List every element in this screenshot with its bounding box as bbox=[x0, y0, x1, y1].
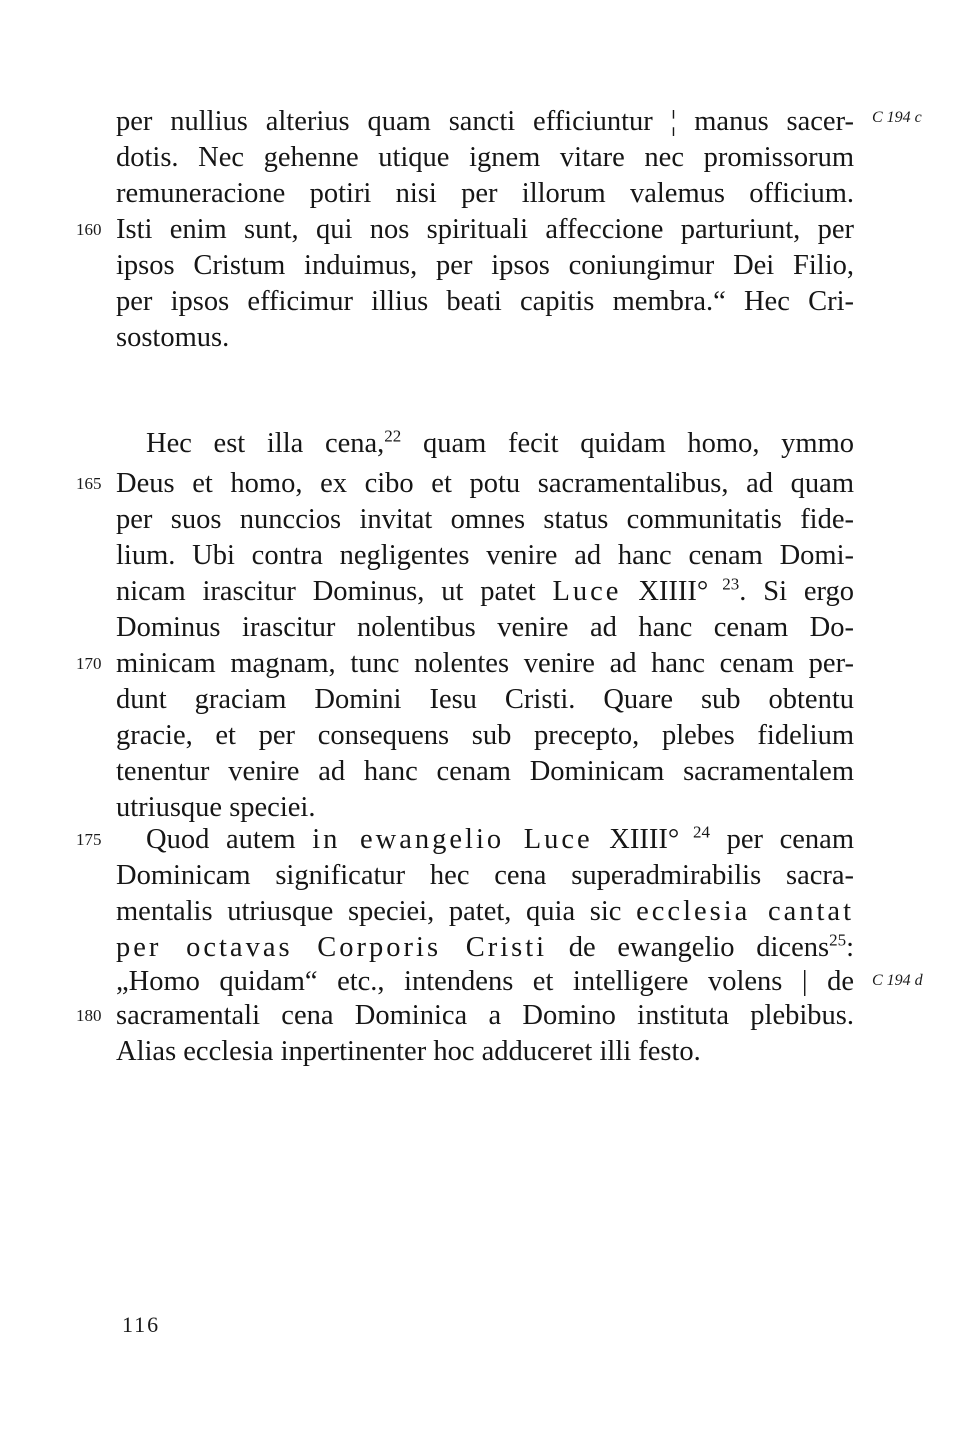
line-number: 180 bbox=[76, 1006, 102, 1025]
text-line bbox=[146, 426, 854, 462]
text-span: quam fecit quidam homo, ymmo bbox=[401, 428, 854, 459]
text-line: ipsos Cristum induimus, per ipsos coniungimur Dei Filio, bbox=[116, 250, 854, 281]
text-line: Alias ecclesia inpertinenter hoc adduceret illi festo. bbox=[116, 1036, 701, 1067]
margin-reference: C 194 d bbox=[872, 972, 923, 989]
footnote-marker: 22 bbox=[384, 426, 402, 446]
text-line bbox=[116, 574, 854, 610]
text-line: Dominus irascitur nolentibus venire ad hanc cenam Do- bbox=[116, 612, 854, 643]
text-line: gracie, et per consequens sub precepto, plebes fidelium bbox=[116, 720, 854, 751]
margin-reference: C 194 c bbox=[872, 109, 922, 126]
text-span: . Si ergo bbox=[739, 576, 854, 607]
text-span: XIIII° bbox=[592, 824, 680, 855]
text-span: mentalis utriusque speciei, patet, quia sic bbox=[116, 896, 637, 927]
line-number: 165 bbox=[76, 474, 102, 493]
footnote-marker: 23 bbox=[708, 574, 740, 594]
text-line: lium. Ubi contra negligentes venire ad hanc cenam Domi- bbox=[116, 540, 854, 571]
text-line: sostomus. bbox=[116, 322, 230, 353]
text-line bbox=[146, 822, 854, 858]
text-span: : bbox=[846, 932, 854, 963]
text-span: Hec est illa cena, bbox=[146, 428, 385, 459]
line-number: 170 bbox=[76, 654, 102, 673]
text-line: utriusque speciei. bbox=[116, 792, 316, 823]
text-line: per nullius alterius quam sancti efficiuntur ¦ manus sacer- bbox=[116, 106, 854, 137]
text-line: dotis. Nec gehenne utique ignem vitare nec promissorum bbox=[116, 142, 854, 173]
line-number: 160 bbox=[76, 220, 102, 239]
text-line bbox=[116, 894, 854, 930]
footnote-marker: 24 bbox=[679, 822, 710, 842]
spaced-text: ecclesia cantat bbox=[636, 896, 855, 927]
text-line: minicam magnam, tunc nolentes venire ad hanc cenam per- bbox=[116, 648, 854, 679]
text-line bbox=[116, 930, 854, 966]
footnote-marker: 25 bbox=[829, 930, 847, 950]
text-span: de ewangelio dicens bbox=[547, 932, 830, 963]
page-number: 116 bbox=[122, 1312, 161, 1337]
text-line: Dominicam significatur hec cena superadmirabilis sacra- bbox=[116, 860, 854, 891]
text-line: remuneracione potiri nisi per illorum valemus officium. bbox=[116, 178, 854, 209]
text-line: tenentur venire ad hanc cenam Dominicam sacramentalem bbox=[116, 756, 854, 787]
text-span: per cenam bbox=[710, 824, 854, 855]
spaced-text: per octavas Corporis Cristi bbox=[116, 932, 548, 963]
spaced-text: Luce bbox=[552, 576, 622, 607]
text-line: Isti enim sunt, qui nos spirituali affeccione parturiunt, per bbox=[116, 214, 854, 245]
text-line: „Homo quidam“ etc., intendens et intelligere volens | de bbox=[116, 966, 854, 997]
text-span: Quod autem bbox=[146, 824, 313, 855]
text-span: nicam irascitur Dominus, ut patet bbox=[116, 576, 553, 607]
line-number: 175 bbox=[76, 830, 102, 849]
spaced-text: in ewangelio Luce bbox=[312, 824, 593, 855]
text-span: XIIII° bbox=[621, 576, 709, 607]
text-line: sacramentali cena Dominica a Domino instituta plebibus. bbox=[116, 1000, 854, 1031]
text-line: Deus et homo, ex cibo et potu sacramentalibus, ad quam bbox=[116, 468, 854, 499]
text-line: per ipsos efficimur illius beati capitis membra.“ Hec Cri- bbox=[116, 286, 854, 317]
text-line: dunt graciam Domini Iesu Cristi. Quare sub obtentu bbox=[116, 684, 854, 715]
text-line: per suos nunccios invitat omnes status communitatis fide- bbox=[116, 504, 854, 535]
